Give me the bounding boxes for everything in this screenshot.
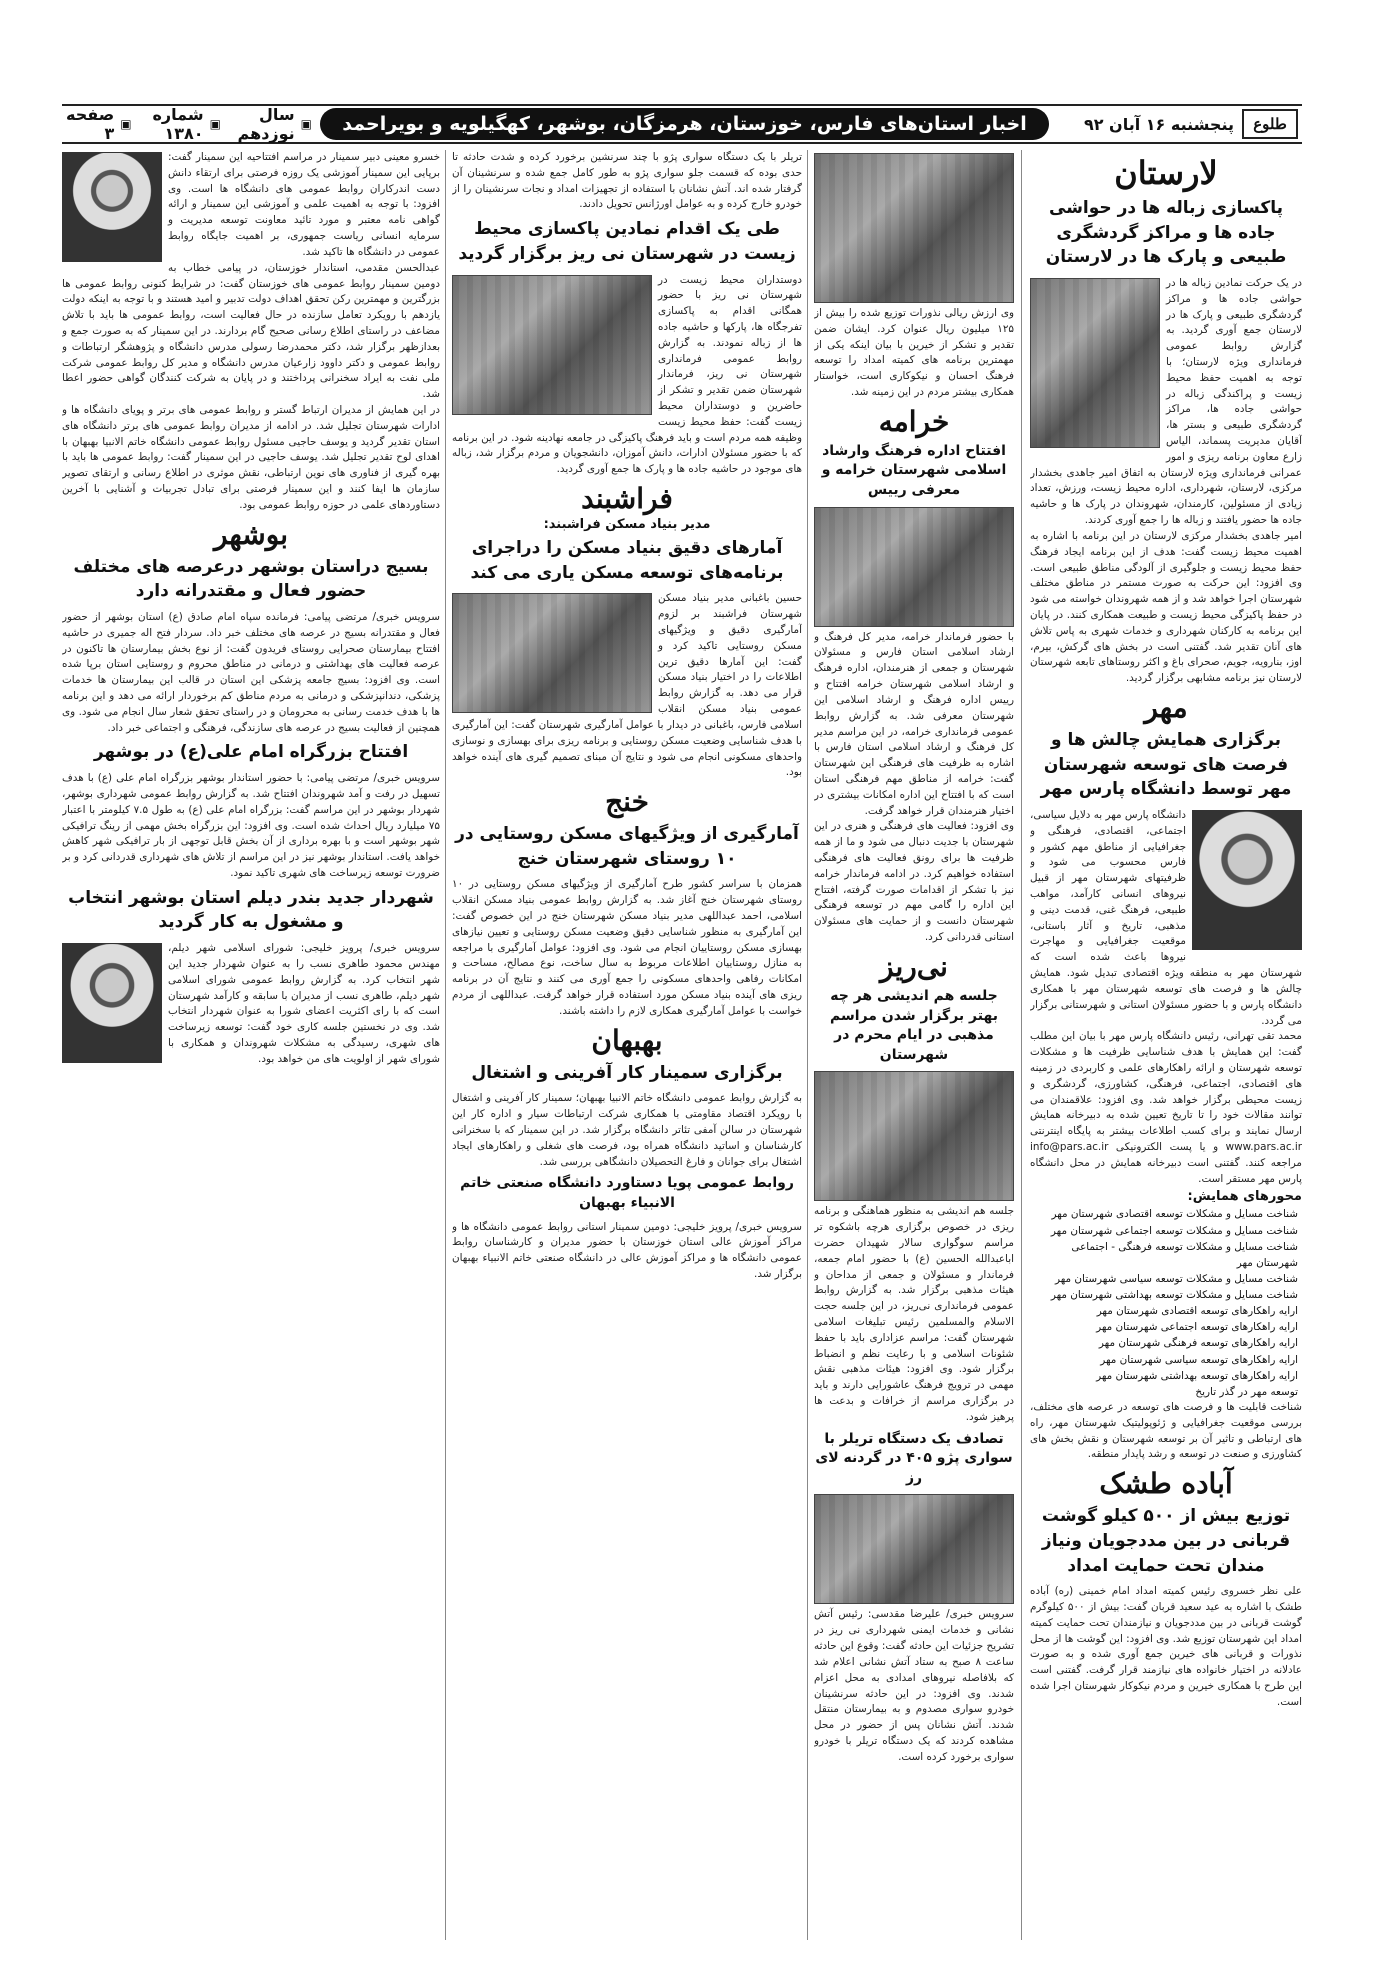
article-body: جلسه هم اندیشی به منظور هماهنگی و برنامه ریزی در خصوص برگزاری هرچه باشکوه تر مراسم سوگواری سالار شهیدان حضرت اباعبدالله الحسین (ع) با حضور امام جمعه، فرماندار و مسئولان و جمعی از مداحان و هیئات مذهبی برگزار شد. به گزارش روابط عمومی فرمانداری نی‌ریز، در این جلسه حجت الاسلام والمسلمین رئیس تبلیغات اسلامی شهرستان گفت: مراسم عزاداری باید با حفظ شئونات اسلامی و با رعایت نظم و انضباط برگزار شود. وی افزود: هیئات مذهبی نقش مهمی در ترویج فرهنگ عاشورایی دارند و باید در برگزاری مراسم از خرافات و بدعت ها پرهیز شود.: [814, 1205, 1014, 1423]
article-headline: پاکسازی زباله ها در حواشی جاده ها و مراکز گردشگری طبیعی و پارک ها در لارستان: [1045, 198, 1287, 268]
column-rule: [445, 150, 446, 1940]
list-item: شناخت مسایل و مشکلات توسعه بهداشتی شهرستان مهر: [1050, 1289, 1298, 1302]
section-title-larestan: لارستان: [1114, 154, 1218, 192]
office-photo: [452, 593, 652, 713]
article-body: دوستداران محیط زیست در شهرستان نی ریز با حضور همگانی اقدام به پاکسازی تفرجگاه ها، پارکها و حاشیه جاده ها از زباله نمودند. به گزارش روابط عمومی فرمانداری شهرستان نی ریز، فرماندار شهرستان ضمن تقدیر و تشکر از حاضرین و دوستداران محیط زیست گفت: حفظ محیط زیست وظیفه همه مردم است و باید فرهنگ پاکیزگی در جامعه نهادینه شود. در این برنامه که با حضور مسئولان ادارات، دانش آموزان، دانشجویان و مردم برگزار شد، زباله های موجود در حاشیه جاده ها و پارک ها جمع آوری گردید.: [452, 273, 802, 476]
article-body: سرویس خبری/ مرتضی پیامی: فرمانده سپاه امام صادق (ع) استان بوشهر از حضور فعال و مقتدرانه بسیج در عرصه های مختلف خبر داد. سردار فتح اله جمیری در حاشیه افتتاح بیمارستان صحرایی روستای فریدون گفت: از نوع بخش بیمارستان ها تاکنون در عرصه فعالیت های بهداشتی و درمانی در مناطق محروم و روستایی استان برپا شده است. وی افزود: بسیج جامعه پزشکی این استان در قالب این بیمارستان ها خدمات پزشکی، دندانپزشکی و درمانی به مردم مناطق کم برخوردار ارائه می دهد و این برنامه ها با هدف خدمت رسانی به محرومان و در راستای تحقق شعار سال انجام می شود. وی همچنین از فعالیت بسیج در عرصه های سازندگی، فرهنگی و اجتماعی خبر داد.: [62, 610, 440, 734]
list-item: ارایه راهکارهای توسعه بهداشتی شهرستان مهر: [1096, 1369, 1298, 1382]
article-body: سرویس خبری/ پرویز خلیجی: شورای اسلامی شهر دیلم، مهندس محمود طاهری نسب را به عنوان شهردار جدید این شهر انتخاب کرد. به گزارش روابط عمومی شورای اسلامی شهر دیلم، طاهری نسب از مدیران با سابقه و کارآمد شهرستان است که با رای اکثریت اعضای شورا به عنوان شهردار انتخاب شد. وی در نخستین جلسه کاری خود گفت: توسعه زیرساخت های شهری، رسیدگی به مشکلات شهروندان و همکاری با شورای شهر از اولویت های من خواهد بود.: [168, 942, 440, 1065]
mayor-portrait: [62, 943, 162, 1063]
masthead-right: [1057, 109, 1302, 139]
article-headline: طی یک اقدام نمادین پاکسازی محیط زیست در شهرستان نی ریز برگزار گردید: [458, 219, 796, 264]
column-4: [62, 150, 440, 1940]
article-body: محمد تقی تهرانی، رئیس دانشگاه پارس مهر با بیان این مطلب گفت: این همایش با هدف شناسایی ظرفیت ها و مشکلات توسعه شهرستان و ارائه راهکارهای علمی و کاربردی در زمینه های اقتصادی، اجتماعی، فرهنگی، کشاورزی، گردشگری و زیست محیطی برگزار خواهد شد. وی افزود: علاقمندان می توانند مقالات خود را تا تاریخ تعیین شده به دبیرخانه همایش ارسال نمایند و برای کسب اطلاعات بیشتر به پایگاه اینترنتی www.pars.ac.ir و یا پست الکترونیکی info@pars.ac.ir مراجعه کنند. گفتنی است دبیرخانه همایش در محل دانشگاه پارس مهر مستقر است.: [1030, 1030, 1302, 1185]
charity-photo: [814, 153, 1014, 303]
article-headline: آمارهای دقیق بنیاد مسکن را دراجرای برنامه‌های توسعه مسکن یاری می کند: [470, 538, 784, 583]
list-item: شناخت مسایل و مشکلات توسعه سیاسی شهرستان مهر: [1055, 1272, 1298, 1285]
article-headline: تصادف یک دستگاه تریلر با سواری پژو ۴۰۵ در گردنه لای رز: [815, 1430, 1013, 1486]
section-title-abadeh-tashk: آباده طشک: [1099, 1467, 1233, 1501]
article-headline: جلسه هم اندیشی هر چه بهتر برگزار شدن مراسم مذهبی در ایام محرم در شهرستان: [830, 987, 998, 1063]
article-body: تریلر با یک دستگاه سواری پژو با چند سرنشین برخورد کرده و شدت حادثه تا حدی بوده که قسمت جلو سواری پژو به طور کامل جمع شده و سرنشینان آن گرفتار شده اند. آتش نشانان با استفاده از تجهیزات امداد و نجات سرنشینان را از خودرو خارج کرده و به عوامل اورژانس تحویل دادند.: [452, 151, 802, 211]
article-body: علی نظر خسروی رئیس کمیته امداد امام خمینی (ره) آباده طشک با اشاره به عید سعید قربان گفت: بیش از ۵۰۰ کیلوگرم گوشت قربانی در بین مددجویان و نیازمندان تحت حمایت کمیته امداد این شهرستان توزیع شد. وی افزود: این گوشت ها از محل نذورات و قربانی های خیرین جمع آوری شده و به صورت عادلانه در اختیار خانواده های نیازمند قرار گرفت. گفتنی است این طرح با همکاری خیرین و مردم نیکوکار شهرستان اجرا شده است.: [1030, 1585, 1302, 1708]
article-body: سرویس خبری/ علیرضا مقدسی: رئیس آتش نشانی و خدمات ایمنی شهرداری نی ریز در تشریح جزئیات این حادثه گفت: وقوع این حادثه ساعت ۸ صبح به ستاد آتش نشانی اعلام شد که بلافاصله نیروهای امدادی به محل اعزام شدند. وی افزود: در این حادثه سرنشینان خودرو سواری مصدوم و به بیمارستان منتقل شدند. آتش نشانان پس از حضور در محل مشاهده کردند که یک دستگاه تریلر با خودرو سواری برخورد کرده است.: [814, 1608, 1014, 1763]
masthead-left: [62, 105, 312, 143]
section-title-neyriz: نی‌ریز: [880, 949, 948, 983]
issue-date: پنجشنبه ۱۶ آبان ۹۲: [1083, 114, 1234, 134]
article-headline: توزیع بیش از ۵۰۰ کیلو گوشت قربانی در بین مددجویان ونیاز مندان تحت حمایت امداد: [1041, 1506, 1291, 1576]
official-portrait: [62, 152, 162, 262]
list-item: ارایه راهکارهای توسعه سیاسی شهرستان مهر: [1100, 1353, 1298, 1366]
column-2: [814, 150, 1014, 1940]
article-body: با حضور فرماندار خرامه، مدیر کل فرهنگ و ارشاد اسلامی استان فارس و مسئولان شهرستان و جمعی از هنرمندان، اداره فرهنگ و ارشاد اسلامی شهرستان خرامه افتتاح و رییس اداره فرهنگ و ارشاد اسلامی این شهرستان معرفی شد. به گزارش روابط عمومی فرمانداری خرامه، در این مراسم مدیر کل فرهنگ و ارشاد اسلامی استان فارس با اشاره به ظرفیت های فرهنگی این شهرستان گفت: خرامه از مناطق مهم فرهنگی استان است که با افتتاح این اداره امکانات بیشتری در اختیار هنرمندان قرار خواهد گرفت.: [814, 630, 1014, 817]
article-headline: روابط عمومی پویا دستاورد دانشگاه صنعتی خاتم الانبیاء بهبهان: [460, 1175, 794, 1212]
section-title-mehr: مهر: [1144, 691, 1188, 725]
list-item: ارایه راهکارهای توسعه اجتماعی شهرستان مهر: [1096, 1321, 1298, 1334]
volume-year: سال نوزدهم: [237, 105, 295, 143]
column-rule: [807, 150, 808, 1940]
article-headline: آمارگیری از ویژگیهای مسکن روستایی در ۱۰ روستای شهرستان خنج: [455, 824, 799, 869]
newspaper-logo: طلوع: [1242, 109, 1298, 139]
article-kicker: مدیر بنیاد مسکن فراشبند:: [543, 517, 711, 533]
article-body: شناخت قابلیت ها و فرصت های توسعه در عرصه های مختلف، بررسی موقعیت جغرافیایی و ژئوپولیتیک شهرستان مهر، راه های ارتباطی و تاثیر آن بر توسعه شهرستان و نقش بخش های کشاورزی و صنعت در توسعه و رشد پایدار منطقه.: [1030, 1400, 1302, 1461]
article-body: در این همایش از مدیران ارتباط گستر و روابط عمومی های برتر و پویای دانشگاه ها و ادارات شهرستان تجلیل شد. در ادامه از مدیران روابط عمومی های برتر دانشگاه های استان تقدیر گردید و یوسف حاجیی مسئول روابط عمومی دانشگاه خاتم الانبیا بهبهان با اهدای لوح تقدیر تجلیل شد. یوسف حاجیی در این سمینار گفت: روابط عمومی ها باید با بهره گیری از فناوری های نوین ارتباطی، نقش موثری در اطلاع رسانی و ارتقای تصویر سازمان ها ایفا کنند و این سمینار فرصتی برای تبادل تجربیات و آشنایی با آخرین دستاوردهای علمی در حوزه روابط عمومی بود.: [62, 404, 440, 511]
article-body: وی افزود: فعالیت های فرهنگی و هنری در این شهرستان با جدیت دنبال می شود و ما از همه ظرفیت ها برای رونق فعالیت های فرهنگی استفاده خواهیم کرد. در ادامه فرماندار خرامه نیز با تشکر از اقدامات صورت گرفته، افتتاح این اداره را گامی مهم در توسعه فرهنگی شهرستان دانست و از حمایت های مسئولان استانی قدردانی کرد.: [814, 820, 1014, 944]
conference-axes-title: محورهای همایش:: [1187, 1189, 1302, 1205]
environment-march-photo: [452, 275, 652, 415]
section-banner: اخبار استان‌های فارس، خوزستان، هرمزگان، بوشهر، کهگیلویه و بویراحمد: [320, 108, 1049, 140]
article-body: همزمان با سراسر کشور طرح آمارگیری از ویژگیهای مسکن روستایی در ۱۰ روستای شهرستان خنج آغاز شد. به گزارش روابط عمومی بنیاد مسکن انقلاب اسلامی، احمد عبداللهی مدیر بنیاد مسکن شهرستان خنج در این خصوص گفت: این آمارگیری به منظور شناسایی دقیق وضعیت مسکن روستایی و تعیین نیازهای بهسازی مسکن روستاییان انجام می شود. وی افزود: عوامل آمارگیری با مراجعه به منازل روستاییان اطلاعات مربوط به سال ساخت، نوع مصالح، مساحت و امکانات رفاهی واحدهای مسکونی را جمع آوری می کنند و نتایج آن در برنامه ریزی های آینده بنیاد مسکن مورد استفاده قرار خواهد گرفت. عبداللهی از مردم خواست با عوامل آمارگیری همکاری لازم را داشته باشند.: [452, 878, 802, 1017]
list-item: شناخت مسایل و مشکلات توسعه فرهنگی - اجتماعی شهرستان مهر: [1071, 1240, 1298, 1269]
official-portrait: [1192, 810, 1302, 950]
section-title-khonj: خنج: [605, 785, 649, 819]
article-body: عبدالحسن مقدمی، استاندار خوزستان، در پیامی خطاب به دومین سمینار روابط عمومی های خوزستان گفت: در شرایط کنونی روابط عمومی ها بزرگترین و مهمترین رکن تحقق اهداف دولت تدبیر و امید هستند و با توجه به اینکه دولت یازدهم با رویکرد تعامل سازنده در حال فعالیت است، روابط عمومی ها باید با تلاش مضاعف در راستای اطلاع رسانی صحیح گام بردارند. در این سمینار که به صورت جمع و بعدازظهر برگزار شد، دکتر محمدرضا رسولی مدرس دانشگاه و پژوهشگر ارتباطات و روابط عمومی و دکتر داوود زارعیان مدرس دانشگاه و مدیر کل روابط عمومی شرکت ملی نفت به ایراد سخنرانی پرداختند و در پایان به شرکت کنندگان گواهی حضور اعطا شد.: [62, 261, 440, 401]
column-3: [452, 150, 802, 1940]
section-title-farashband: فراشبند: [581, 482, 673, 516]
list-item: شناخت مسایل و مشکلات توسعه اجتماعی شهرستان مهر: [1050, 1224, 1298, 1237]
article-headline: برگزاری همایش چالش ها و فرصت های توسعه شهرستان مهر توسط دانشگاه پارس مهر: [1040, 730, 1292, 800]
section-title-behbahan: بهبهان: [591, 1023, 663, 1057]
list-item: ارایه راهکارهای توسعه فرهنگی شهرستان مهر: [1098, 1337, 1298, 1350]
article-headline: شهردار جدید بندر دیلم استان بوشهر انتخاب و مشغول به کار گردید: [68, 887, 434, 933]
article-body: امیر جاهدی بخشدار مرکزی لارستان در این برنامه با اشاره به اهمیت محیط زیست گفت: هدف از این برنامه ایجاد فرهنگ حفظ محیط زیست و جلوگیری از آلودگی مناطق طبیعی است. وی افزود: این حرکت به صورت مستمر در مناطق مختلف شهرستان اجرا خواهد شد و از همه شهروندان خواسته می شود در حفظ پاکیزگی محیط زیست و طبیعت همکاری کنند. در پایان این برنامه به کارکنان شهرداری و خدمات شهری به پاس تلاش های آنان تقدیر شد. گفتنی است در بخش های گرکش، بیرم، اوز، بنارویه، جویم، صحرای باغ و اکثر روستاهای تابعه شهرستان لارستان نیز برنامه مشابهی برگزار گردید.: [1030, 529, 1302, 685]
article-headline: بسیج دراستان بوشهر درعرصه های مختلف حضور فعال و مقتدرانه دارد: [73, 556, 429, 602]
masthead: [62, 104, 1302, 144]
column-1: [1030, 150, 1302, 1940]
article-body: به گزارش روابط عمومی دانشگاه خاتم الانبیا بهبهان؛ سمینار کار آفرینی و اشتغال با رویکرد اقتصاد مقاومتی با همکاری شرکت ارتباطات سیار و اداره کار این شهرستان در سالن آمفی تئاتر دانشگاه برگزار شد. در این سمینار که با سخنرانی کارشناسان و اساتید دانشگاه همراه بود، فرصت های شغلی و راهکارهای ایجاد اشتغال برای جوانان و فارغ التحصیلان دانشگاهی بررسی شد.: [452, 1092, 802, 1168]
square-bullet-icon: ▣: [120, 117, 132, 131]
article-body: سرویس خبری/ مرتضی پیامی: با حضور استاندار بوشهر بزرگراه امام علی (ع) با هدف تسهیل در رفت و آمد شهروندان افتتاح شد. به گزارش روابط عمومی شهرداری بوشهر، شهردار بوشهر در این مراسم گفت: بزرگراه امام علی (ع) به طول ۷.۵ کیلومتر با اعتبار ۷۵ میلیارد ریال احداث شده است. وی افزود: این بزرگراه بخش مهمی از رینگ ترافیکی شهر بوشهر است و با بهره برداری از آن بخش قابل توجهی از بار ترافیکی شهر کاهش خواهد یافت. استاندار بوشهر نیز در این مراسم از تلاش های شهرداری قدردانی کرد و بر ضرورت توسعه زیرساخت های شهری تاکید نمود.: [62, 772, 440, 879]
meeting-photo: [814, 1071, 1014, 1201]
article-body: خسرو معینی دبیر سمینار در مراسم افتتاحیه این سمینار گفت: برپایی این سمینار آموزشی یک روزه فرصتی برای ارتقاء دانش دست اندرکاران روابط عمومی های دانشگاه ها است. وی افزود: با توجه به اهمیت علمی و آموزشی این سمینار و ارائه گواهی نامه معتبر و مورد تائید معاونت توسعه مدیریت و سرمایه انسانی ریاست جمهوری، بر اهمیت جایگاه روابط عمومی در دانشگاه ها تاکید شد.: [168, 151, 440, 258]
square-bullet-icon: ▣: [300, 117, 312, 131]
article-body: در یک حرکت نمادین زباله ها در حواشی جاده ها و مراکز گردشگری طبیعی و پارک ها در لارستان جمع آوری گردید. به گزارش روابط عمومی فرمانداری ویژه لارستان؛ با توجه به اهمیت حفظ محیط زیست و پراکندگی زباله در حواشی جاده ها، مراکز گردشگری طبیعی و بستر ها، آقایان مدیریت پسماند، الیاس زارع معاون برنامه ریزی و امور عمرانی فرمانداری ویژه لارستان به اتفاق امیر جاهدی بخشدار مرکزی، لارستان، شهرداری، اداره محیط زیست، ورزش، تعداد زیادی از مسئولین، کارمندان، شهروندان در پارک ها و حاشیه جاده ها حضور یافتند و زباله ها را جمع آوری کردند.: [1030, 276, 1302, 527]
cleanup-photo: [1030, 278, 1160, 448]
issue-number: شماره ۱۳۸۰: [152, 105, 204, 143]
list-item: شناخت مسایل و مشکلات توسعه اقتصادی شهرستان مهر: [1051, 1208, 1298, 1221]
column-rule: [1021, 150, 1022, 1940]
ribbon-cutting-photo: [814, 507, 1014, 627]
list-item: ارایه راهکارهای توسعه اقتصادی شهرستان مهر: [1096, 1305, 1298, 1318]
article-columns: [62, 150, 1302, 1940]
article-body: دانشگاه پارس مهر به دلایل سیاسی، اجتماعی، اقتصادی، فرهنگی و جغرافیایی از مناطق مهم کشور و فارس محسوب می شود و ظرفیتهای شهرستان مهر از قبیل نیروهای انسانی کارآمد، مواهب طبیعی، فرهنگ غنی، قدمت دینی و مذهبی، تاریخ و آثار باستانی، موقعیت جغرافیایی و مهاجرت نیروها باعث شده است که شهرستان مهر به منطقه ویژه اقتصادی تبدیل شود. همایش چالش ها و فرصت های توسعه شهرستان مهر با همکاری دانشگاه پارس و با حضور مسئولان استانی و شهرستانی برگزار می گردد.: [1030, 808, 1302, 1027]
article-headline: افتتاح اداره فرهنگ وارشاد اسلامی شهرستان خرامه و معرفی رییس: [821, 442, 1007, 499]
article-body: وی ارزش ریالی نذورات توزیع شده را بیش از ۱۲۵ میلیون ریال عنوان کرد. ایشان ضمن تقدیر و تشکر از خیرین با بیان اینکه یکی از مهمترین برنامه های کمیته امداد را توسعه فرهنگ احسان و نیکوکاری است، خواستار همکاری بیشتر مردم در این زمینه شد.: [814, 307, 1014, 399]
square-bullet-icon: ▣: [209, 117, 221, 131]
page-number: صفحه ۳: [65, 105, 115, 143]
section-title-bushehr: بوشهر: [213, 517, 289, 551]
conference-axes-list: [1030, 1206, 1302, 1400]
article-body: سرویس خبری/ پرویز خلیجی: دومین سمینار استانی روابط عمومی دانشگاه ها و مراکز آموزش عالی استان خوزستان با حضور مدیران و کارشناسان روابط عمومی دانشگاه ها و مراکز آموزش عالی در دانشگاه صنعتی خاتم الانبیاء بهبهان برگزار شد.: [452, 1220, 802, 1281]
accident-photo: [814, 1494, 1014, 1604]
article-headline: برگزاری سمینار کار آفرینی و اشتغال: [471, 1062, 783, 1083]
article-body: حسین باغبانی مدیر بنیاد مسکن شهرستان فراشبند بر لزوم آمارگیری دقیق و ویژگیهای مسکن روستایی تاکید کرد و گفت: این آمارها دقیق ترین اطلاعات را در اختیار بنیاد مسکن قرار می دهد. به گزارش روابط عمومی بنیاد مسکن انقلاب اسلامی فارس، باغبانی در دیدار با عوامل آمارگیری شهرستان گفت: این آمارگیری با هدف شناسایی وضعیت مسکن روستایی و برنامه ریزی برای بهسازی و نوسازی واحدهای مسکونی انجام می شود و نتایج آن مبنای تصمیم گیری های آینده خواهد بود.: [452, 592, 802, 779]
article-headline: افتتاح بزرگراه امام علی(ع) در بوشهر: [93, 742, 409, 763]
section-title-kharameh: خرامه: [878, 404, 950, 438]
list-item: توسعه مهر در گذر تاریخ: [1195, 1385, 1298, 1398]
